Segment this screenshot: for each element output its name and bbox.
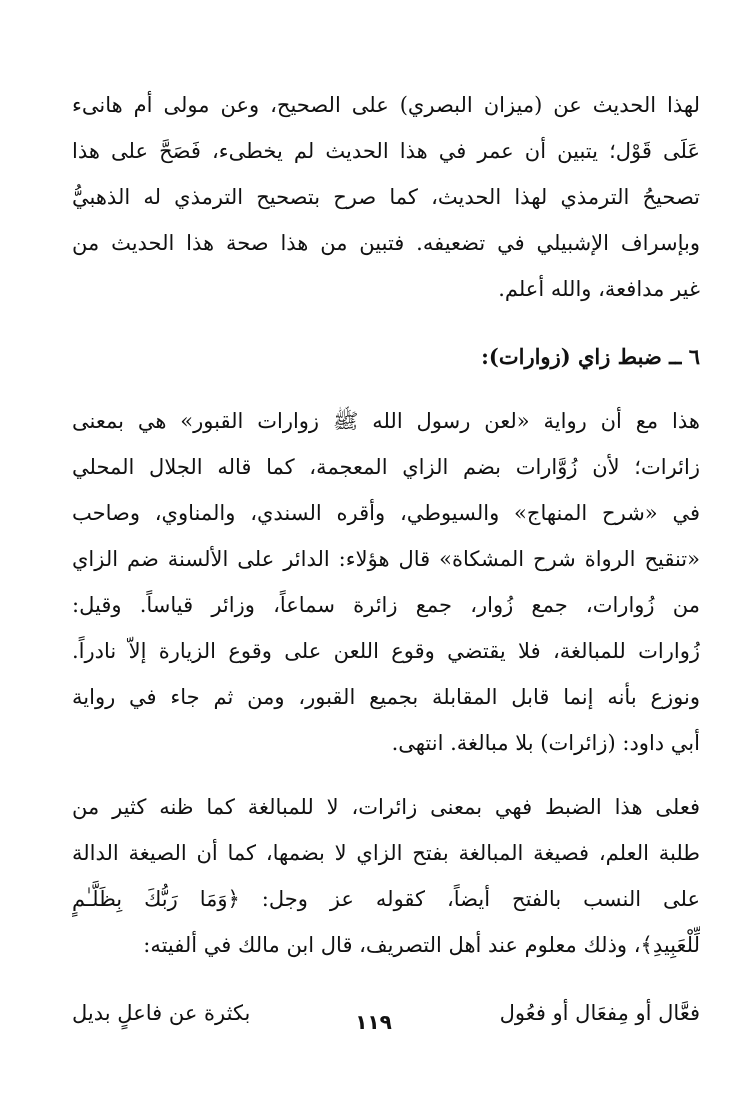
text-line: أبي داود: (زائرات) بلا مبالغة. انتهى. [391,731,700,755]
verse-first-hemistich: فعَّال أو مِفعَال أو فعُول [499,1001,700,1025]
text-line: زائرات؛ لأن زُوَّارات بضم الزاي المعجمة، كما قاله الجلال المحلي [72,455,700,479]
text-line: غير مدافعة، والله أعلم. [498,277,700,301]
paragraph-spacer [72,766,700,784]
text-line: طلبة العلم، فصيغة المبالغة بفتح الزاي لا بضمها، كما أن الصيغة الدالة [72,841,700,865]
text-line: لِّلْعَبِيدِ﴾، وذلك معلوم عند أهل التصريف، قال ابن مالك في ألفيته: [143,933,700,957]
page-body [72,82,700,1036]
text-line: من زُوارات، جمع زُوار، جمع زائرة سماعاً، وزائر قياساً. وقيل: [72,593,700,617]
text-line: «تنقيح الرواة شرح المشكاة» قال هؤلاء: الدائر على الألسنة ضم الزاي [72,547,700,571]
text-line: فعلى هذا الضبط فهي بمعنى زائرات، لا للمبالغة كما ظنه كثير من [72,795,700,819]
paragraph-1 [72,82,700,312]
text-line: تصحيحُ الترمذي لهذا الحديث، كما صرح بتصحيح الترمذي له الذهبيُّ [72,185,700,209]
text-line: على النسب بالفتح أيضاً، كقوله عز وجل: ﴿وَمَا رَبُّكَ بِظَلَّـٰمٍ [72,887,700,911]
text-line: عَلَى قَوْل؛ يتبين أن عمر في هذا الحديث لم يخطىء، فَصَحَّ على هذا [72,139,700,163]
verse-second-hemistich: بكثرة عن فاعلٍ بديل [72,1001,251,1025]
paragraph-3 [72,784,700,968]
section-heading: ٦ ــ ضبط زاي (زوارات): [481,344,700,369]
text-line: لهذا الحديث عن (ميزان البصري) على الصحيح، وعن مولى أم هانىء [72,93,700,117]
text-line: زُوارات للمبالغة، فلا يقتضي وقوع اللعن على وقوع الزيارة إلاّ نادراً. [72,639,700,663]
page-number: ١١٩ [355,1010,392,1034]
text-line: ونوزع بأنه إنما قابل المقابلة بجميع القبور، ومن ثم جاء في رواية [72,685,700,709]
paragraph-2 [72,398,700,766]
text-line: وبإسراف الإشبيلي في تضعيفه. فتبين من هذا صحة هذا الحديث من [72,231,700,255]
text-line: في «شرح المنهاج» والسيوطي، وأقره السندي، والمناوي، وصاحب [72,501,700,525]
text-line: هذا مع أن رواية «لعن رسول الله ﷺ زوارات القبور» هي بمعنى [72,409,700,433]
